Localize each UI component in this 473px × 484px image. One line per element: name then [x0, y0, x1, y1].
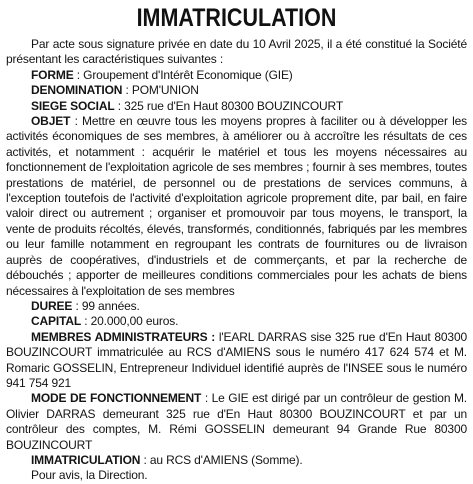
- notice-body: [6, 37, 467, 484]
- field-label: IMMATRICULATION: [31, 452, 141, 467]
- field-value: : 99 années.: [72, 298, 140, 313]
- field-value: : Mettre en œuvre tous les moyens propres à faciliter ou à développer les activités économiques de ses membres, à améliorer ou à accroître les résultats de ces activités, et notamment : acquérir le matériel et tous les moyens nécessaires au fonctionnement de l'exploitation agricole de ses membres ; fournir à ses membres, toutes prestations de matériel, de personnel ou de prestations de services communs, à l'exception toutefois de l'activité d'exploitation agricole proprement dite, par bail, en faire valoir direct ou autrement ; organiser et promouvoir par tous moyens, le transport, la vente de produits récoltés, élevés, transformés, conditionnés, fabriqués par les membres ou leur famille notamment en regroupant les contrats de fournitures ou de livraison auprès de coopératives, d'industriels et de commerçants, et par la recherche de débouchés ; apporter de meilleures conditions commerciales pour les achats de biens nécessaires à l'exploitation de ses membres: [6, 114, 467, 298]
- field-label: CAPITAL: [31, 314, 82, 329]
- intro-paragraph: Par acte sous signature privée en date du 10 Avril 2025, il a été constitué la Société présentant les caractéristiques suivantes :: [6, 37, 467, 67]
- field-label: FORME: [31, 67, 74, 82]
- field-label: SIEGE SOCIAL: [31, 98, 115, 113]
- field-value: : 325 rue d'En Haut 80300 BOUZINCOURT: [114, 98, 344, 113]
- field-value: : Groupement d'Intérêt Economique (GIE): [73, 67, 293, 82]
- field-value: : au RCS d'AMIENS (Somme).: [140, 452, 303, 467]
- field-capital: [6, 314, 467, 329]
- field-label: MEMBRES ADMINISTRATEURS :: [31, 329, 216, 344]
- closing-line: Pour avis, la Direction.: [31, 468, 148, 483]
- field-immatriculation: [6, 453, 467, 468]
- field-value: : Le GIE est dirigé par un contrôleur de gestion M. Olivier DARRAS demeurant 325 rue d'En Haut 80300 BOUZINCOURT et par un contrôleur des comptes, M. Rémi GOSSELIN demeurant 94 Grande Rue 80300 BOUZINCOURT: [6, 391, 467, 452]
- field-value: : 20.000,00 euros.: [81, 314, 179, 329]
- field-value: : POM'UNION: [122, 83, 199, 98]
- field-siege-social: [6, 99, 467, 114]
- field-denomination: [6, 83, 467, 98]
- notice-title: IMMATRICULATION: [136, 4, 337, 32]
- field-label: MODE DE FONCTIONNEMENT: [31, 391, 202, 406]
- field-label: DENOMINATION: [31, 83, 123, 98]
- field-membres-administrateurs: [6, 330, 467, 392]
- field-mode-de-fonctionnement: [6, 391, 467, 453]
- field-forme: [6, 68, 467, 83]
- field-duree: [6, 299, 467, 314]
- field-label: OBJET: [31, 114, 71, 129]
- field-value: l'EARL DARRAS sise 325 rue d'En Haut 80300 BOUZINCOURT immatriculée au RCS d'AMIENS sous le numéro 417 624 574 et M. Romaric GOSSELIN, Entrepreneur Individuel identifié auprès de l'INSEE sous le numéro 941 754 921: [6, 329, 468, 390]
- field-objet: [6, 114, 467, 299]
- field-label: DUREE: [31, 298, 73, 313]
